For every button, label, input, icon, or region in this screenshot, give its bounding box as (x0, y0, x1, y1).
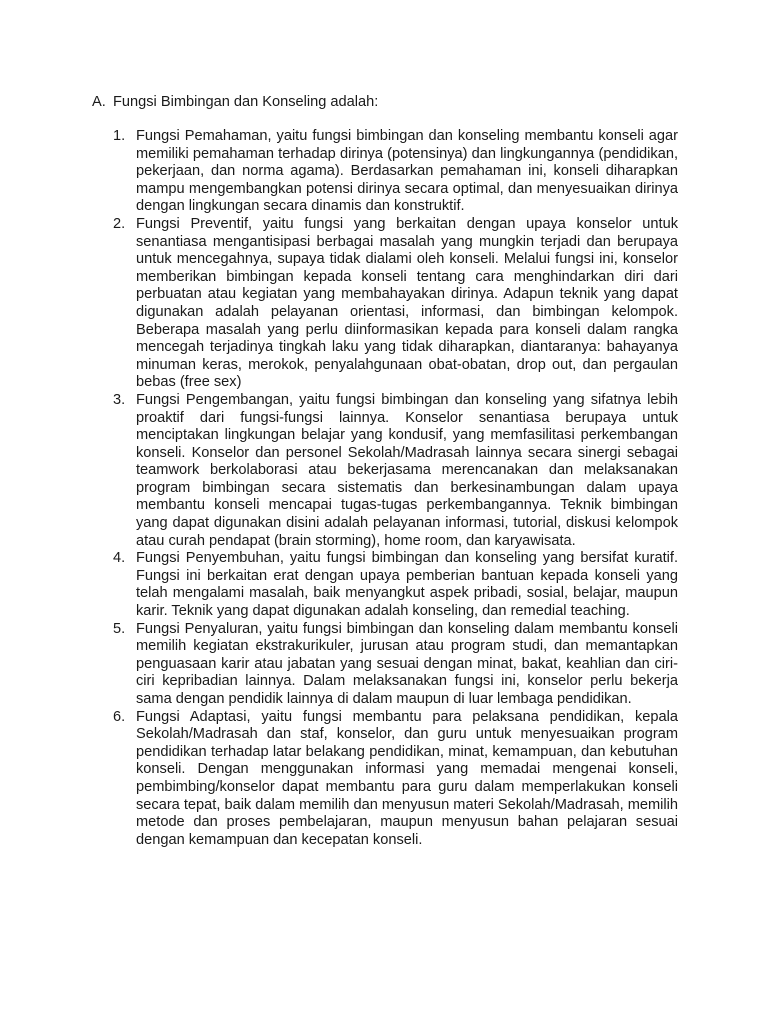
list-item-number: 3. (113, 391, 126, 408)
list-item-text: Fungsi Adaptasi, yaitu fungsi membantu para pelaksana pendidikan, kepala Sekolah/Madrasah dan staf, konselor, dan guru untuk menyesuaikan program pendidikan terhadap latar belakang pendidikan, minat, kemampuan, dan kebutuhan konseli. Dengan menggunakan informasi yang memadai mengenai konseli, pembimbing/konselor dapat membantu para guru dalam memperlakukan konseli secara tepat, baik dalam memilih dan menyusun materi Sekolah/Madrasah, memilih metode dan proses pembelajaran, maupun menyusun bahan pelajaran sesuai dengan kemampuan dan kecepatan konseli. (136, 708, 678, 848)
section-letter: A. (92, 94, 106, 110)
list-item-pemahaman (113, 128, 678, 216)
list-item-text: Fungsi Pemahaman, yaitu fungsi bimbingan dan konseling membantu konseli agar memiliki pemahaman terhadap dirinya (potensinya) dan lingkungannya (pendidikan, pekerjaan, dan norma agama). Berdasarkan pemahaman ini, konseli diharapkan mampu mengembangkan potensi dirinya secara optimal, dan menyesuaikan dirinya dengan lingkungan secara dinamis dan konstruktif. (136, 128, 678, 215)
list-item-preventif (113, 216, 678, 392)
list-item-number: 4. (113, 550, 126, 567)
list-item-number: 1. (113, 128, 126, 144)
list-item-number: 5. (113, 620, 126, 637)
section-heading (92, 93, 378, 111)
list-item-penyembuhan (113, 550, 678, 620)
list-item-pengembangan (113, 392, 678, 550)
list-item-text: Fungsi Pengembangan, yaitu fungsi bimbingan dan konseling yang sifatnya lebih proaktif dari fungsi-fungsi lainnya. Konselor senantiasa berupaya untuk menciptakan lingkungan belajar yang kondusif, yang memfasilitasi perkembangan konseli. Konselor dan personel Sekolah/Madrasah lainnya secara sinergi sebagai teamwork berkolaborasi atau bekerjasama merencanakan dan melaksanakan program bimbingan secara sistematis dan berkesinambungan dalam upaya membantu konseli mencapai tugas-tugas perkembangannya. Teknik bimbingan yang dapat digunakan disini adalah pelayanan informasi, tutorial, diskusi kelompok atau curah pendapat (brain storming), home room, dan karyawisata. (136, 391, 678, 549)
list-item-text: Fungsi Penyembuhan, yaitu fungsi bimbingan dan konseling yang bersifat kuratif. Fungsi ini berkaitan erat dengan upaya pemberian bantuan kepada konseli yang telah mengalami masalah, baik menyangkut aspek pribadi, sosial, belajar, maupun karir. Teknik yang dapat digunakan adalah konseling, dan remedial teaching. (136, 550, 678, 620)
list-item-number: 2. (113, 215, 126, 232)
functions-list (113, 128, 678, 849)
list-item-adaptasi (113, 709, 678, 850)
list-item-text: Fungsi Preventif, yaitu fungsi yang berkaitan dengan upaya konselor untuk senantiasa mengantisipasi berbagai masalah yang mungkin terjadi dan berupaya untuk mencegahnya, supaya tidak dialami oleh konseli. Melalui fungsi ini, konselor memberikan bimbingan kepada konseli tentang cara menghindarkan diri dari perbuatan atau kegiatan yang membahayakan dirinya. Adapun teknik yang dapat digunakan adalah pelayanan orientasi, informasi, dan bimbingan kelompok. Beberapa masalah yang perlu diinformasikan kepada para konseli dalam rangka mencegah terjadinya tingkah laku yang tidak diharapkan, diantaranya: bahayanya minuman keras, merokok, penyalahgunaan obat-obatan, drop out, dan pergaulan bebas (free sex) (136, 215, 678, 391)
list-item-penyaluran (113, 621, 678, 709)
section-title: Fungsi Bimbingan dan Konseling adalah: (113, 94, 379, 110)
list-item-number: 6. (113, 708, 126, 725)
list-item-text: Fungsi Penyaluran, yaitu fungsi bimbingan dan konseling dalam membantu konseli memilih kegiatan ekstrakurikuler, jurusan atau program studi, dan memantapkan penguasaan karir atau jabatan yang sesuai dengan minat, bakat, keahlian dan ciri-ciri kepribadian lainnya. Dalam melaksanakan fungsi ini, konselor perlu bekerja sama dengan pendidik lainnya di dalam maupun di luar lembaga pendidikan. (136, 620, 678, 707)
